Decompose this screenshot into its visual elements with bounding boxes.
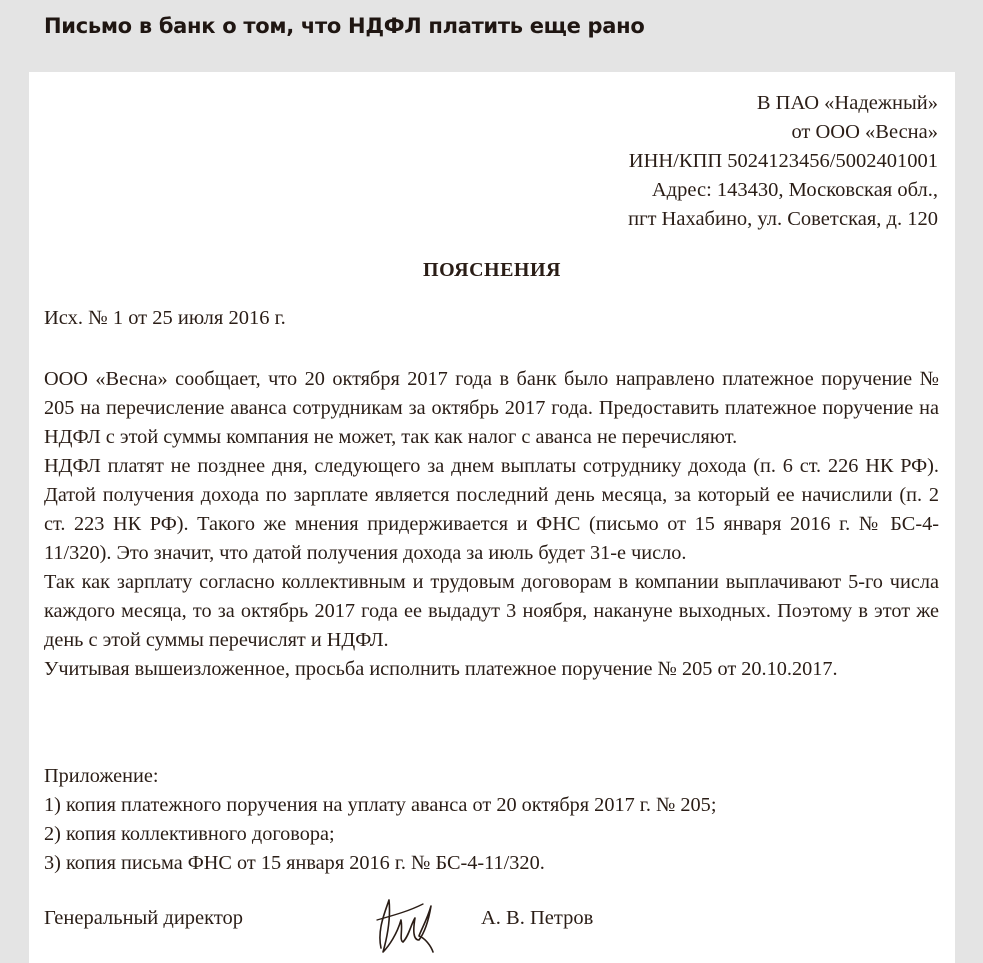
attachments-block [44, 762, 716, 878]
addressee-line: Адрес: 143430, Московская обл., [651, 179, 938, 201]
attachment-item: 1) копия платежного поручения на уплату аванса от 20 октября 2017 г. № 205; [44, 794, 717, 816]
addressee-line: от ООО «Весна» [791, 121, 938, 143]
addressee-line: пгт Нахабино, ул. Советская, д. 120 [628, 208, 938, 230]
addressee-line: В ПАО «Надежный» [756, 92, 938, 114]
signatory-name: А. В. Петров [481, 907, 594, 929]
body-paragraph: НДФЛ платят не позднее дня, следующего за днем выплаты сотруднику дохода (п. 6 ст. 226 НК РФ). Датой получения дохода по зарплате является последний день месяца, за который ее начислили (п. 2 ст. 223 НК РФ). Такого же мнения придерживается и ФНС (письмо от 15 января 2016 г. № БС-4-11/320). Это значит, что датой получения дохода за июль будет 31-е число. [44, 455, 939, 564]
addressee-line: ИНН/КПП 5024123456/5002401001 [628, 150, 938, 172]
letter-body [44, 365, 939, 684]
attachment-item: 3) копия письма ФНС от 15 января 2016 г. № БС-4-11/320. [44, 852, 545, 874]
page-heading: Письмо в банк о том, что НДФЛ платить еще рано [44, 14, 645, 38]
signatory-position: Генеральный директор [44, 907, 244, 929]
handwritten-signature [367, 890, 447, 960]
body-paragraph: Учитывая вышеизложенное, просьба исполнить платежное поручение № 205 от 20.10.2017. [44, 658, 838, 680]
attachment-item: 2) копия коллективного договора; [44, 823, 335, 845]
addressee-block [628, 89, 938, 234]
body-paragraph: ООО «Весна» сообщает, что 20 октября 2017 года в банк было направлено платежное поручение № 205 на перечисление аванса сотрудникам за октябрь 2017 года. Предоставить платежное поручение на НДФЛ с этой суммы компания не может, так как налог с аванса не перечисляют. [44, 368, 939, 448]
letter-document [29, 72, 955, 963]
letter-title: ПОЯСНЕНИЯ [423, 259, 561, 281]
body-paragraph: Так как зарплату согласно коллективным и трудовым договорам в компании выплачивают 5-го числа каждого месяца, то за октябрь 2017 года ее выдадут 3 ноября, накануне выходных. Поэтому в этот же день с этой суммы перечислят и НДФЛ. [44, 571, 939, 651]
attachments-label: Приложение: [44, 765, 159, 787]
outgoing-reference: Исх. № 1 от 25 июля 2016 г. [44, 307, 286, 329]
